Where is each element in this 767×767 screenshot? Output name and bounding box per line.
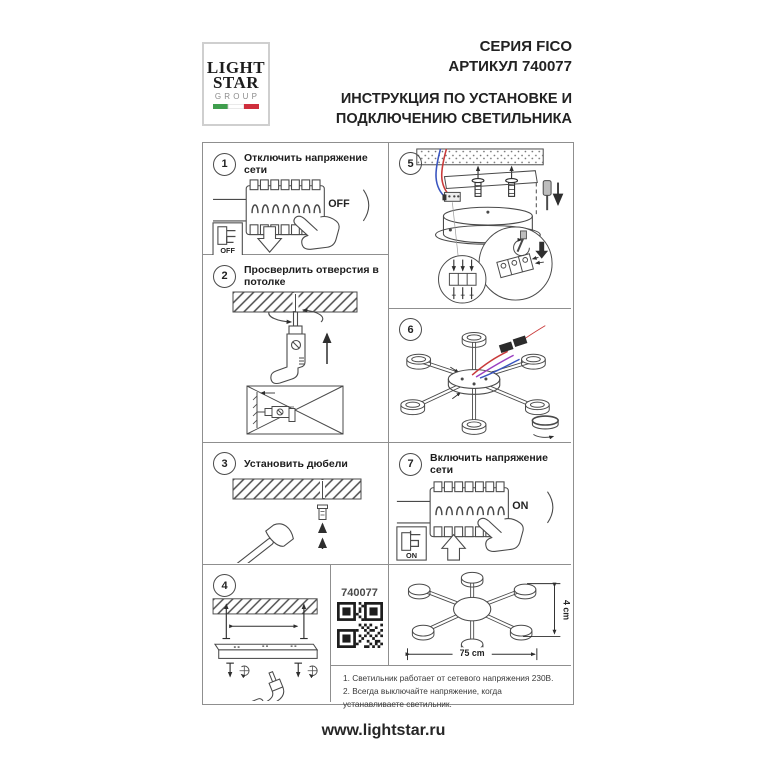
turn-symbols <box>239 666 317 675</box>
drill-icon <box>270 312 304 384</box>
step-2-panel <box>203 255 389 443</box>
step-6-panel <box>389 309 571 443</box>
dimensions-panel <box>389 565 571 665</box>
step-1-illustration <box>206 176 386 258</box>
logo-word-group: GROUP <box>214 91 261 101</box>
step-4-illustration <box>207 595 327 701</box>
ceiling-hatch <box>213 599 317 614</box>
mounting-bar-icon <box>214 644 316 658</box>
ceiling-block <box>417 149 543 165</box>
ring-icon <box>532 416 558 437</box>
step-1-panel <box>203 143 389 255</box>
step-3-panel <box>203 443 389 565</box>
on-inset-label: ON <box>406 551 418 561</box>
logo-word-star: STAR <box>212 72 260 92</box>
step-2-illustration <box>207 288 385 438</box>
series-title: СЕРИЯ FICO <box>479 38 572 55</box>
header-text <box>336 38 572 130</box>
screws-down <box>226 663 302 676</box>
dowel-icon <box>317 505 327 520</box>
step-4-panel <box>203 565 331 702</box>
motion-curve <box>547 492 552 523</box>
step-3-illustration <box>207 475 385 563</box>
step-7-panel <box>389 443 571 565</box>
lightstar-logo <box>202 42 270 126</box>
article-number: АРТИКУЛ 740077 <box>448 58 572 75</box>
note-1: 1. Светильник работает от сетевого напряжения 230В. <box>343 673 554 683</box>
step-4-number: 4 <box>213 574 236 597</box>
step-7-number: 7 <box>399 453 422 476</box>
italian-flag-stripe <box>213 104 259 109</box>
screwdriver-icon <box>543 181 558 211</box>
step-1-label: Отключить напряжение сети <box>244 152 368 176</box>
motion-curve <box>363 190 368 221</box>
on-switch-inset <box>397 527 426 560</box>
instruction-grid <box>202 142 574 709</box>
step-1-number: 1 <box>213 153 236 176</box>
off-label: OFF <box>327 198 350 211</box>
qr-panel <box>331 565 389 665</box>
wiring-detail-large <box>479 227 552 300</box>
step-7-label: Включить напряжение сети <box>430 452 548 476</box>
chandelier-top-view <box>389 566 571 664</box>
step-6-number: 6 <box>399 318 422 341</box>
hub <box>454 597 491 621</box>
on-label: ON <box>512 500 529 513</box>
step-5-number: 5 <box>399 152 422 175</box>
step-2-label: Просверлить отверстия в потолке <box>244 264 379 288</box>
note-2: 2. Всегда выключайте напряжение, когда устанавливаете светильник. <box>343 685 502 709</box>
step-3-number: 3 <box>213 452 236 475</box>
height-dimension-label: 4 cm <box>561 600 571 621</box>
terminal-block-icon <box>442 192 460 201</box>
off-inset-label: OFF <box>219 246 235 256</box>
instruction-title: ИНСТРУКЦИЯ ПО УСТАНОВКЕ И ПОДКЛЮЧЕНИЮ СВЕТИЛЬНИКА <box>335 91 572 128</box>
off-switch-inset <box>213 223 242 256</box>
step-2-number: 2 <box>213 265 236 288</box>
website-url: www.lightstar.ru <box>321 722 446 739</box>
qr-article-number: 740077 <box>341 587 378 599</box>
width-dimension-label: 75 cm <box>459 648 485 659</box>
notes-panel <box>331 665 571 709</box>
logo-word-light: LIGHT <box>206 57 266 77</box>
wiring-detail-small <box>439 256 486 303</box>
hammer-icon <box>227 519 294 563</box>
qr-code <box>337 602 383 648</box>
step-5-panel <box>389 143 571 309</box>
ceiling-hatch <box>233 479 361 499</box>
step-3-label: Установить дюбели <box>244 457 348 470</box>
arrow-up-icon <box>442 535 465 560</box>
step-7-illustration <box>390 476 570 564</box>
prohibition-box <box>247 386 343 434</box>
rotate-arrow-icon <box>533 434 553 437</box>
